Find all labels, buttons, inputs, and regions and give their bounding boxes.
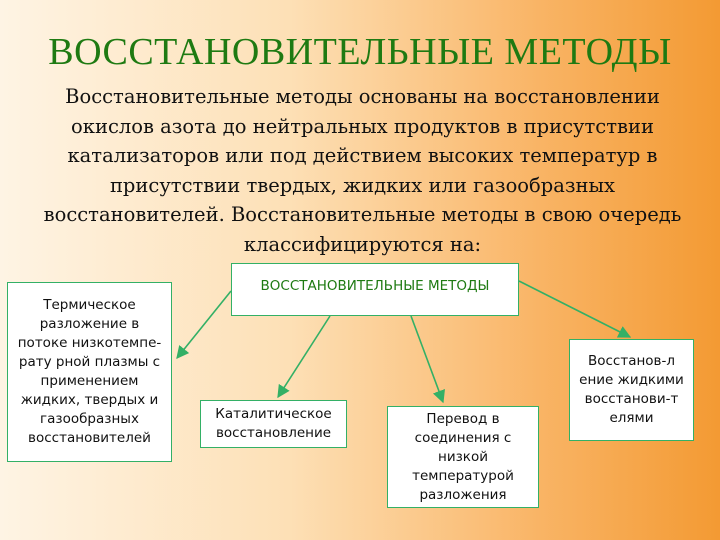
intro-paragraph: Восстановительные методы основаны на восстановлении окислов азота до нейтральных продуктов в присутствии катализаторов или под действием высоких температур в присутствии твердых, жидких или газообразных восстановителей. Восстановительные методы в свою очередь классифицируются на: [43,85,682,256]
arrow-to-thermal [177,291,231,358]
root-method-box [231,263,519,316]
thermal-decomposition-box [7,282,172,462]
catalytic-reduction-box [200,400,347,448]
thermal-decomposition-label: Термическое разложение в потоке низкотемпе-рату рной плазмы с применением жидких, твердых и газообразных восстановителей [17,297,162,446]
low-temp-compounds-label: Перевод в соединения с низкой температурой разложения [412,410,514,503]
arrow-to-catalytic [278,316,330,397]
arrow-to-conversion [411,316,443,402]
slide-title: ВОССТАНОВИТЕЛЬНЫЕ МЕТОДЫ [48,31,672,73]
root-method-label: ВОССТАНОВИТЕЛЬНЫЕ МЕТОДЫ [260,278,490,294]
arrow-to-liquid [519,281,630,337]
catalytic-reduction-label: Каталитическое восстановление [215,406,332,441]
liquid-reductants-label: Восстанов-л ение жидкими восстанови-т елями [579,353,684,426]
liquid-reductants-box [569,339,694,441]
low-temp-compounds-box [387,406,539,508]
